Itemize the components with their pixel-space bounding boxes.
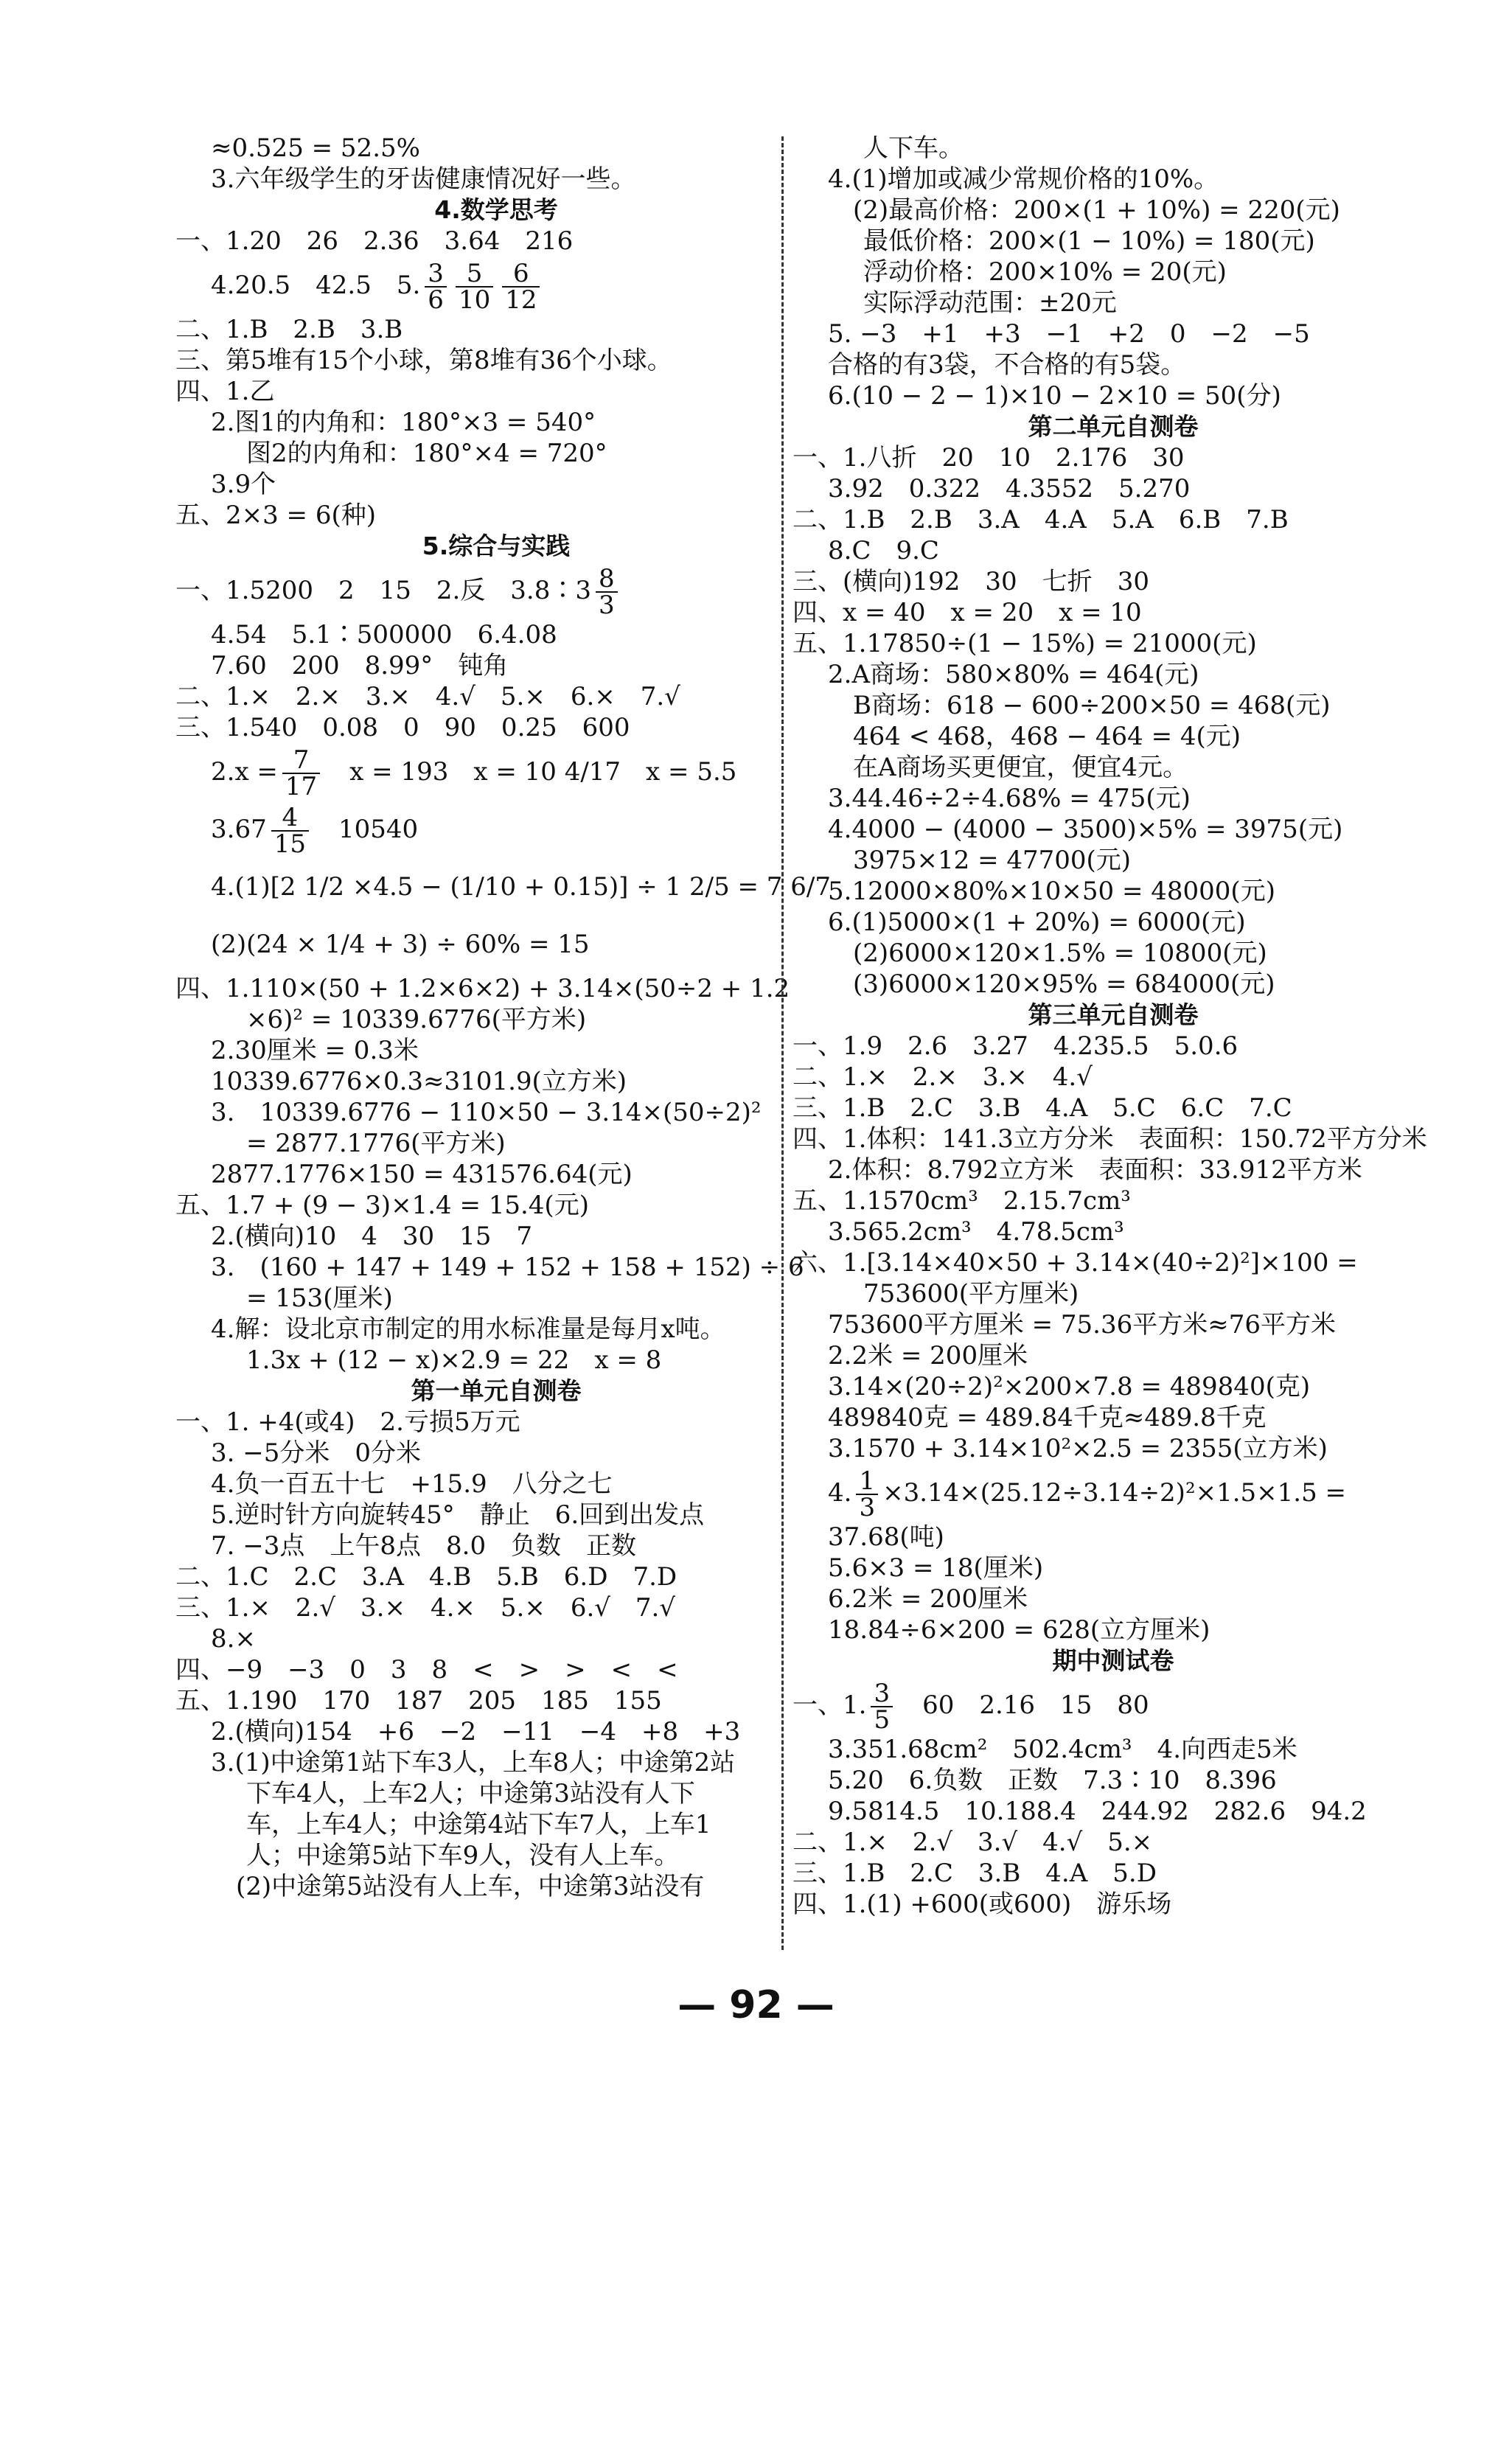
answer-line bbox=[175, 407, 817, 438]
line-text: (3)6000×120×95% = 684000(元) bbox=[828, 969, 1275, 999]
line-text: 3.565.2cm³ 4.78.5cm³ bbox=[828, 1217, 1124, 1247]
line-text-after: 60 2.16 15 80 bbox=[897, 1690, 1149, 1720]
line-text: 2877.1776×150 = 431576.64(元) bbox=[211, 1160, 633, 1189]
denominator: 3 bbox=[599, 591, 615, 620]
section-heading bbox=[175, 1376, 817, 1407]
answer-line bbox=[792, 783, 1434, 814]
line-text: 浮动价格：200×10% = 20(元) bbox=[863, 257, 1227, 287]
line-text: 2.x = bbox=[211, 757, 278, 787]
answer-line bbox=[175, 681, 817, 712]
answer-line bbox=[792, 1031, 1434, 1062]
answer-line bbox=[792, 349, 1434, 380]
answer-line bbox=[792, 938, 1434, 969]
answer-line bbox=[792, 690, 1434, 721]
answer-line bbox=[175, 1654, 817, 1685]
answer-line bbox=[792, 1278, 1434, 1309]
line-text: 四、1.110×(50 + 1.2×6×2) + 3.14×(50÷2 + 1.2 bbox=[175, 974, 790, 1003]
line-text: 464 < 468，468 − 464 = 4(元) bbox=[828, 722, 1241, 751]
answer-line bbox=[792, 535, 1434, 566]
line-text: 三、(横向)192 30 七折 30 bbox=[792, 567, 1149, 596]
line-text: 3.(1)中途第1站下车3人，上车8人；中途第2站 bbox=[211, 1748, 736, 1777]
line-text: 第三单元自测卷 bbox=[1028, 1000, 1199, 1029]
line-text: 五、1.190 170 187 205 185 155 bbox=[175, 1686, 662, 1716]
answer-line bbox=[175, 1840, 817, 1871]
answer-line bbox=[792, 566, 1434, 597]
answer-line bbox=[175, 1809, 817, 1840]
line-text: 753600(平方厘米) bbox=[863, 1279, 1079, 1309]
fraction bbox=[596, 566, 618, 618]
line-text: 人下车。 bbox=[863, 133, 964, 163]
line-text: 1.3x + (12 − x)×2.9 = 22 x = 8 bbox=[246, 1345, 662, 1375]
answer-line bbox=[792, 1247, 1434, 1278]
line-text: 三、1.B 2.C 3.B 4.A 5.C 6.C 7.C bbox=[792, 1093, 1292, 1123]
answer-line bbox=[792, 1309, 1434, 1340]
line-text: 3. −5分米 0分米 bbox=[211, 1438, 421, 1468]
line-text: 三、1.540 0.08 0 90 0.25 600 bbox=[175, 713, 630, 742]
line-text: = 153(厘米) bbox=[246, 1284, 393, 1313]
answer-line bbox=[175, 500, 817, 531]
line-text: 3975×12 = 47700(元) bbox=[828, 846, 1132, 875]
answer-line bbox=[175, 650, 817, 681]
answer-line bbox=[175, 1778, 817, 1809]
line-text: 2.(横向)154 +6 −2 −11 −4 +8 +3 bbox=[211, 1717, 741, 1746]
page-number: — 92 — bbox=[677, 1983, 835, 2027]
line-text: 2.30厘米 = 0.3米 bbox=[211, 1036, 419, 1065]
answer-line bbox=[175, 1004, 817, 1035]
answer-line bbox=[792, 1827, 1434, 1858]
line-text: ×6)² = 10339.6776(平方米) bbox=[246, 1005, 587, 1034]
line-text: 下车4人，上车2人；中途第3站没有人下 bbox=[246, 1779, 695, 1808]
answer-line bbox=[792, 257, 1434, 288]
line-text: 三、1.× 2.√ 3.× 4.× 5.× 6.√ 7.√ bbox=[175, 1593, 676, 1623]
answer-line bbox=[792, 876, 1434, 907]
answer-line bbox=[175, 562, 817, 619]
answer-line bbox=[175, 1097, 817, 1128]
section-heading bbox=[792, 411, 1434, 442]
line-text: 4.4000 − (4000 − 3500)×5% = 3975(元) bbox=[828, 815, 1343, 844]
answer-line bbox=[792, 597, 1434, 628]
answer-line bbox=[792, 1185, 1434, 1216]
line-text: 第一单元自测卷 bbox=[411, 1376, 582, 1405]
line-text: 2.图1的内角和：180°×3 = 540° bbox=[211, 408, 596, 437]
answer-line bbox=[792, 907, 1434, 938]
numerator: 7 bbox=[282, 748, 320, 774]
line-text: 五、2×3 = 6(种) bbox=[175, 501, 377, 530]
answer-line bbox=[792, 1216, 1434, 1247]
line-text: 3.1570 + 3.14×10²×2.5 = 2355(立方米) bbox=[828, 1434, 1328, 1463]
line-text: 5.6×3 = 18(厘米) bbox=[828, 1553, 1044, 1583]
line-text-after: 10540 bbox=[313, 815, 419, 844]
fraction bbox=[871, 1679, 893, 1735]
answer-line bbox=[175, 619, 817, 650]
answer-line bbox=[792, 442, 1434, 473]
line-text: 5.20 6.负数 正数 7.3∶10 8.396 bbox=[828, 1766, 1277, 1795]
line-text: 7.60 200 8.99° 钝角 bbox=[211, 651, 509, 680]
line-text: 五、1.1570cm³ 2.15.7cm³ bbox=[792, 1186, 1131, 1216]
line-text: 5.综合与实践 bbox=[422, 532, 571, 560]
answer-line bbox=[175, 858, 831, 916]
answer-line bbox=[792, 1124, 1434, 1154]
answer-line bbox=[792, 164, 1434, 195]
answer-line bbox=[175, 1500, 817, 1530]
answer-line bbox=[175, 1530, 817, 1561]
answer-line bbox=[175, 1747, 817, 1778]
answer-line bbox=[175, 712, 817, 743]
answer-line bbox=[792, 1433, 1434, 1464]
line-text: 四、1.(1) +600(或600) 游乐场 bbox=[792, 1890, 1172, 1919]
answer-line bbox=[792, 721, 1434, 752]
answer-line bbox=[792, 1464, 1434, 1522]
numerator: 6 bbox=[502, 261, 540, 288]
line-text: (2)6000×120×1.5% = 10800(元) bbox=[828, 938, 1267, 968]
answer-line bbox=[175, 1438, 817, 1469]
denominator: 3 bbox=[859, 1493, 876, 1522]
answer-line bbox=[792, 752, 1434, 783]
column-divider bbox=[781, 136, 784, 1950]
right-column bbox=[792, 133, 1434, 1920]
answer-line bbox=[792, 1522, 1434, 1553]
line-text: 3. 10339.6776 − 110×50 − 3.14×(50÷2)² bbox=[211, 1098, 762, 1127]
section-heading bbox=[792, 1000, 1434, 1031]
line-text: 二、1.× 2.√ 3.√ 4.√ 5.× bbox=[792, 1828, 1153, 1857]
line-text: 五、1.7 + (9 − 3)×1.4 = 15.4(元) bbox=[175, 1191, 589, 1220]
answer-line bbox=[792, 659, 1434, 690]
line-text: 3.351.68cm² 502.4cm³ 4.向西走5米 bbox=[828, 1735, 1297, 1764]
answer-line bbox=[175, 1066, 817, 1097]
line-text: (2)中途第5站没有人上车，中途第3站没有 bbox=[211, 1872, 705, 1901]
line-text: 18.84÷6×200 = 628(立方厘米) bbox=[828, 1615, 1210, 1645]
line-text: 四、1.乙 bbox=[175, 377, 275, 406]
line-text: 4.54 5.1∶500000 6.4.08 bbox=[211, 620, 557, 649]
line-text: (2)最高价格：200×(1 + 10%) = 220(元) bbox=[828, 195, 1340, 225]
line-text: 489840克 = 489.84千克≈489.8千克 bbox=[828, 1403, 1267, 1432]
line-text: 4.数学思考 bbox=[434, 195, 558, 224]
line-text: 5.12000×80%×10×50 = 48000(元) bbox=[828, 877, 1275, 906]
answer-line bbox=[175, 1623, 817, 1654]
line-text: 3.44.46÷2÷4.68% = 475(元) bbox=[828, 784, 1191, 813]
denominator: 10 bbox=[458, 285, 491, 315]
line-text: 六、1.[3.14×40×50 + 3.14×(40÷2)²]×100 = bbox=[792, 1248, 1358, 1278]
answer-line bbox=[175, 1035, 817, 1066]
numerator: 8 bbox=[596, 566, 618, 593]
answer-line bbox=[175, 1190, 817, 1221]
answer-line bbox=[175, 345, 817, 376]
fraction bbox=[271, 805, 309, 857]
fraction bbox=[282, 745, 320, 801]
answer-line bbox=[175, 743, 817, 801]
line-text-after: x = 193 x = 10 4/17 x = 5.5 bbox=[324, 757, 737, 787]
line-text: 4. bbox=[828, 1478, 852, 1508]
answer-line bbox=[792, 1676, 1434, 1734]
line-text: 37.68(吨) bbox=[828, 1522, 944, 1552]
denominator: 17 bbox=[285, 772, 318, 801]
line-text: 4.解：设北京市制定的用水标准量是每月x吨。 bbox=[211, 1314, 725, 1344]
denominator: 5 bbox=[874, 1705, 891, 1735]
section-heading bbox=[175, 531, 817, 562]
answer-line bbox=[175, 1592, 817, 1623]
fraction bbox=[856, 1466, 878, 1522]
line-text: 五、1.17850÷(1 − 15%) = 21000(元) bbox=[792, 629, 1257, 658]
line-text: 2.A商场：580×80% = 464(元) bbox=[828, 660, 1199, 689]
answer-line bbox=[175, 1345, 817, 1376]
line-text: 3.67 bbox=[211, 815, 267, 844]
answer-line bbox=[792, 1858, 1434, 1889]
line-text: 三、第5堆有15个小球，第8堆有36个小球。 bbox=[175, 346, 672, 375]
line-text: 四、1.体积：141.3立方分米 表面积：150.72平方分米 bbox=[792, 1124, 1427, 1154]
line-text: 二、1.B 2.B 3.B bbox=[175, 315, 403, 344]
line-text: 3.9个 bbox=[211, 470, 276, 499]
answer-line bbox=[175, 1252, 817, 1283]
answer-line bbox=[792, 1734, 1434, 1765]
line-text: 二、1.B 2.B 3.A 4.A 5.A 6.B 7.B bbox=[792, 505, 1289, 534]
answer-line bbox=[175, 1159, 817, 1190]
answer-line bbox=[792, 288, 1434, 318]
line-text: 2.(横向)10 4 30 15 7 bbox=[211, 1222, 533, 1251]
denominator: 6 bbox=[428, 285, 444, 315]
line-text: = 2877.1776(平方米) bbox=[246, 1129, 506, 1158]
line-text: 8.C 9.C bbox=[828, 536, 939, 565]
line-text: 6.2米 = 200厘米 bbox=[828, 1584, 1028, 1614]
numerator: 4 bbox=[271, 805, 309, 832]
answer-line bbox=[792, 1584, 1434, 1615]
numerator: 3 bbox=[871, 1681, 893, 1707]
fraction bbox=[425, 261, 447, 313]
answer-line bbox=[175, 1469, 817, 1500]
line-text: 第二单元自测卷 bbox=[1028, 412, 1199, 441]
answer-line bbox=[175, 1314, 817, 1345]
line-text: 四、−9 −3 0 3 8 < > > < < bbox=[175, 1655, 678, 1685]
line-text: 一、1.八折 20 10 2.176 30 bbox=[792, 443, 1185, 473]
answer-line bbox=[175, 164, 817, 195]
answer-line bbox=[175, 314, 817, 345]
answer-line bbox=[792, 473, 1434, 504]
answer-line bbox=[175, 376, 817, 407]
numerator: 1 bbox=[856, 1469, 878, 1495]
line-text: 3.14×(20÷2)²×200×7.8 = 489840(克) bbox=[828, 1372, 1311, 1401]
answer-line bbox=[175, 1561, 817, 1592]
line-text-after: ×3.14×(25.12÷3.14÷2)²×1.5×1.5 = bbox=[882, 1478, 1346, 1508]
answer-line bbox=[792, 1615, 1434, 1645]
answer-line bbox=[175, 1685, 817, 1716]
answer-line bbox=[792, 1553, 1434, 1584]
section-heading bbox=[175, 195, 817, 226]
answer-line bbox=[792, 195, 1434, 226]
answer-line bbox=[175, 1128, 817, 1159]
denominator: 12 bbox=[505, 285, 537, 315]
answer-line bbox=[792, 1371, 1434, 1402]
line-text: 二、1.× 2.× 3.× 4.√ bbox=[792, 1062, 1093, 1092]
answer-line bbox=[175, 801, 817, 858]
answer-line bbox=[175, 916, 817, 973]
line-text: 一、1. +4(或4) 2.亏损5万元 bbox=[175, 1407, 520, 1437]
line-text: 3. (160 + 147 + 149 + 152 + 158 + 152) ÷ 6 bbox=[211, 1253, 804, 1282]
answer-line bbox=[792, 1340, 1434, 1371]
answer-line bbox=[792, 1765, 1434, 1796]
left-column bbox=[175, 133, 831, 1902]
line-text: 4.20.5 42.5 5. bbox=[211, 271, 421, 300]
answer-line bbox=[792, 628, 1434, 659]
line-text: 5. −3 +1 +3 −1 +2 0 −2 −5 bbox=[828, 319, 1310, 349]
answer-line bbox=[175, 1221, 817, 1252]
line-text: 6.(1)5000×(1 + 20%) = 6000(元) bbox=[828, 908, 1246, 937]
line-text: (2)(24 × 1/4 + 3) ÷ 60% = 15 bbox=[211, 930, 590, 959]
line-text: 7. −3点 上午8点 8.0 负数 正数 bbox=[211, 1531, 637, 1561]
line-text: 2.体积：8.792立方米 表面积：33.912平方米 bbox=[828, 1155, 1362, 1185]
answer-line bbox=[175, 438, 817, 469]
line-text: 图2的内角和：180°×4 = 720° bbox=[246, 439, 607, 468]
line-text: 四、x = 40 x = 20 x = 10 bbox=[792, 598, 1142, 627]
answer-line bbox=[792, 1402, 1434, 1433]
answer-line bbox=[792, 318, 1434, 349]
answer-line bbox=[175, 1716, 817, 1747]
answer-line bbox=[792, 845, 1434, 876]
line-text: 车，上车4人；中途第4站下车7人，上车1 bbox=[246, 1810, 711, 1839]
line-text: 期中测试卷 bbox=[1052, 1646, 1174, 1675]
answer-line bbox=[175, 257, 817, 314]
answer-line bbox=[175, 973, 817, 1004]
line-text: 6.(10 − 2 − 1)×10 − 2×10 = 50(分) bbox=[828, 381, 1281, 411]
answer-line bbox=[175, 1283, 817, 1314]
line-text: 一、1. bbox=[792, 1690, 867, 1720]
line-text: 二、1.C 2.C 3.A 4.B 5.B 6.D 7.D bbox=[175, 1562, 677, 1592]
fraction bbox=[502, 261, 540, 313]
answer-line bbox=[175, 133, 817, 164]
answer-line bbox=[792, 1093, 1434, 1124]
line-text: ≈0.525 = 52.5% bbox=[211, 133, 420, 163]
answer-line bbox=[792, 1062, 1434, 1093]
line-text: 在A商场买更便宜，便宜4元。 bbox=[828, 753, 1188, 782]
numerator: 5 bbox=[456, 261, 493, 288]
answer-line bbox=[175, 1871, 817, 1902]
line-text: 5.逆时针方向旋转45° 静止 6.回到出发点 bbox=[211, 1500, 705, 1530]
answer-line bbox=[792, 1796, 1434, 1827]
answer-line bbox=[792, 226, 1434, 257]
line-text: 一、1.5200 2 15 2.反 3.8∶3 bbox=[175, 576, 592, 605]
line-text: 最低价格：200×(1 − 10%) = 180(元) bbox=[863, 226, 1315, 256]
answer-line bbox=[175, 469, 817, 500]
line-text: 2.2米 = 200厘米 bbox=[828, 1341, 1028, 1370]
line-text: 4.(1)增加或减少常规价格的10%。 bbox=[828, 164, 1219, 194]
answer-line bbox=[175, 1407, 817, 1438]
fraction bbox=[456, 261, 493, 313]
line-text: 9.5814.5 10.188.4 244.92 282.6 94.2 bbox=[828, 1797, 1367, 1826]
line-text: 4.负一百五十七 +15.9 八分之七 bbox=[211, 1469, 613, 1499]
answer-line bbox=[792, 969, 1434, 1000]
line-text: 753600平方厘米 = 75.36平方米≈76平方米 bbox=[828, 1310, 1336, 1340]
line-text: 10339.6776×0.3≈3101.9(立方米) bbox=[211, 1067, 627, 1096]
answer-line bbox=[792, 1889, 1434, 1920]
line-text: 人；中途第5站下车9人，没有人上车。 bbox=[246, 1841, 680, 1870]
answer-line bbox=[792, 1154, 1434, 1185]
line-text: 3.92 0.322 4.3552 5.270 bbox=[828, 474, 1191, 504]
line-text: 3.六年级学生的牙齿健康情况好一些。 bbox=[211, 164, 636, 194]
answer-line bbox=[792, 380, 1434, 411]
line-text: B商场：618 − 600÷200×50 = 468(元) bbox=[828, 691, 1331, 720]
line-text: 一、1.20 26 2.36 3.64 216 bbox=[175, 226, 574, 256]
line-text: 4.(1)[2 1/2 ×4.5 − (1/10 + 0.15)] ÷ 1 2/5 = 7 6/7 bbox=[211, 872, 831, 902]
denominator: 15 bbox=[274, 829, 306, 859]
answer-line bbox=[792, 814, 1434, 845]
section-heading bbox=[792, 1645, 1434, 1676]
answer-line bbox=[175, 226, 817, 257]
answer-line bbox=[792, 133, 1434, 164]
line-text: 三、1.B 2.C 3.B 4.A 5.D bbox=[792, 1859, 1157, 1888]
line-text: 实际浮动范围：±20元 bbox=[863, 288, 1117, 318]
numerator: 3 bbox=[425, 261, 447, 288]
line-text: 一、1.9 2.6 3.27 4.235.5 5.0.6 bbox=[792, 1031, 1238, 1061]
line-text: 8.× bbox=[211, 1624, 256, 1654]
answer-line bbox=[792, 504, 1434, 535]
line-text: 二、1.× 2.× 3.× 4.√ 5.× 6.× 7.√ bbox=[175, 682, 680, 711]
line-text: 合格的有3袋，不合格的有5袋。 bbox=[828, 350, 1186, 380]
